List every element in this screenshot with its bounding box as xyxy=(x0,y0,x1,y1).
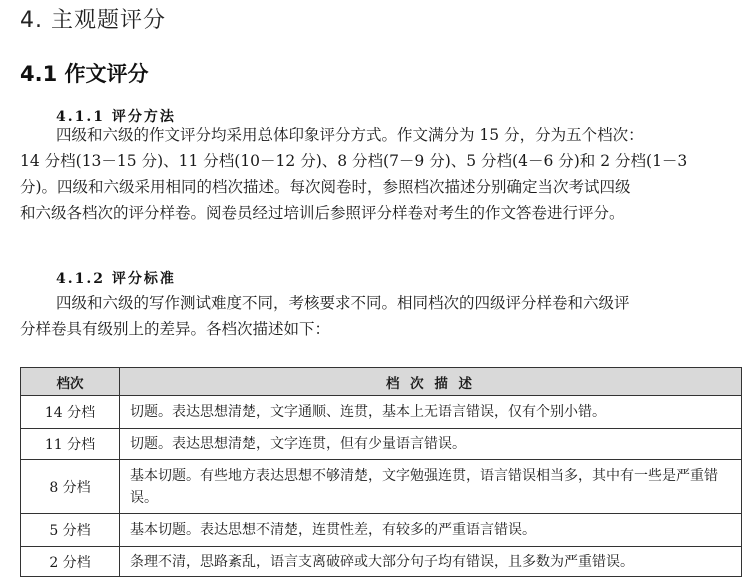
description-cell: 基本切题。有些地方表达思想不够清楚，文字勉强连贯，语言错误相当多，其中有一些是严重错误。 xyxy=(120,460,742,514)
paragraph-line: 和六级各档次的评分样卷。阅卷员经过培训后参照评分样卷对考生的作文答卷进行评分。 xyxy=(20,204,625,222)
subsection-title: 4.1 作文评分 xyxy=(20,62,149,86)
paragraph-line: 分样卷具有级别上的差异。各档次描述如下： xyxy=(20,320,331,338)
level-cell: 14 分档 xyxy=(21,396,120,429)
section-title: 4. 主观题评分 xyxy=(20,8,166,33)
table-row xyxy=(21,429,742,460)
criteria-heading: 4.1.2 评分标准 xyxy=(56,271,176,287)
description-cell: 切题。表达思想清楚，文字通顺、连贯，基本上无语言错误，仅有个别小错。 xyxy=(120,396,742,429)
table-header-row xyxy=(21,368,742,396)
table-row xyxy=(21,547,742,577)
level-cell: 5 分档 xyxy=(21,514,120,547)
table-row xyxy=(21,514,742,547)
description-cell: 切题。表达思想清楚，文字连贯，但有少量语言错误。 xyxy=(120,429,742,460)
method-paragraph xyxy=(20,122,740,226)
description-cell: 条理不清，思路紊乱，语言支离破碎或大部分句子均有错误，且多数为严重错误。 xyxy=(120,547,742,577)
grading-table xyxy=(20,367,742,577)
table-row xyxy=(21,396,742,429)
column-header-level: 档次 xyxy=(21,368,120,396)
paragraph-line: 四级和六级的作文评分均采用总体印象评分方式。作文满分为 15 分，分为五个档次： xyxy=(56,126,644,144)
paragraph-line: 四级和六级的写作测试难度不同，考核要求不同。相同档次的四级评分样卷和六级评 xyxy=(56,294,630,312)
table-row xyxy=(21,460,742,514)
level-cell: 2 分档 xyxy=(21,547,120,577)
criteria-paragraph xyxy=(20,290,740,342)
column-header-description: 档 次 描 述 xyxy=(120,368,742,396)
description-cell: 基本切题。表达思想不清楚，连贯性差，有较多的严重语言错误。 xyxy=(120,514,742,547)
level-cell: 11 分档 xyxy=(21,429,120,460)
paragraph-line: 14 分档(13－15 分)、11 分档(10－12 分)、8 分档(7－9 分)、5 分档(4－6 分)和 2 分档(1－3 xyxy=(20,152,688,170)
level-cell: 8 分档 xyxy=(21,460,120,514)
method-heading: 4.1.1 评分方法 xyxy=(56,109,176,125)
paragraph-line: 分)。四级和六级采用相同的档次描述。每次阅卷时，参照档次描述分别确定当次考试四级 xyxy=(20,178,631,196)
